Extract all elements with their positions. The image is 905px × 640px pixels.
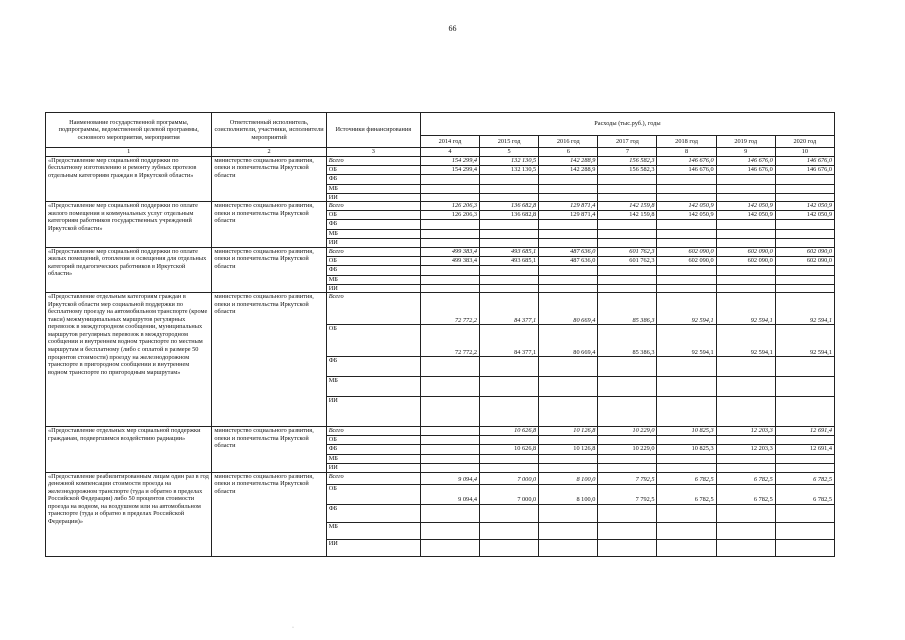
expense-value: 10 825,3 (657, 427, 716, 436)
expense-value: 602 090,0 (657, 247, 716, 256)
header-year: 2014 год (420, 136, 479, 148)
header-year: 2017 год (598, 136, 657, 148)
expense-value (420, 357, 479, 377)
expense-value (775, 220, 834, 230)
expense-value (657, 357, 716, 377)
funding-source: ИИ (326, 397, 420, 427)
expense-value: 156 582,3 (598, 165, 657, 174)
funding-source: ИИ (326, 464, 420, 473)
expense-value (598, 230, 657, 239)
expense-value: 602 090,0 (716, 247, 775, 256)
expense-value: 146 676,0 (716, 156, 775, 165)
expense-value: 136 682,8 (480, 211, 539, 220)
expense-value (539, 397, 598, 427)
expense-value (480, 397, 539, 427)
expense-value (598, 265, 657, 275)
funding-source: ФБ (326, 445, 420, 455)
expense-value: 126 206,3 (420, 211, 479, 220)
expense-value (420, 436, 479, 445)
expense-value: 493 685,1 (480, 256, 539, 265)
expense-value: 136 682,8 (480, 202, 539, 211)
expense-value (716, 464, 775, 473)
expense-value: 602 090,0 (657, 256, 716, 265)
expense-value: 72 772,2 (420, 293, 479, 325)
expense-value: 499 383,4 (420, 256, 479, 265)
expense-value (716, 239, 775, 248)
expense-value (716, 455, 775, 464)
expense-value: 493 685,1 (480, 247, 539, 256)
expense-value (480, 193, 539, 202)
expense-value: 142 050,9 (716, 202, 775, 211)
expense-value (480, 436, 539, 445)
expense-value (775, 230, 834, 239)
column-number: 1 (46, 148, 212, 157)
expense-value: 142 050,9 (657, 202, 716, 211)
expense-value: 601 762,3 (598, 247, 657, 256)
expense-value: 154 299,4 (420, 156, 479, 165)
expense-value (657, 284, 716, 293)
expense-value (598, 455, 657, 464)
expense-value: 6 782,5 (775, 484, 834, 504)
expense-value (657, 504, 716, 522)
expense-value: 6 782,5 (657, 472, 716, 484)
expense-value (420, 265, 479, 275)
header-year: 2016 год (539, 136, 598, 148)
expense-value: 10 126,8 (539, 445, 598, 455)
expense-value (480, 455, 539, 464)
funding-source: ФБ (326, 174, 420, 184)
expense-value: 146 676,0 (775, 156, 834, 165)
expense-value: 6 782,5 (775, 472, 834, 484)
expense-value: 72 772,2 (420, 325, 479, 357)
expense-value: 154 299,4 (420, 165, 479, 174)
expense-value (598, 522, 657, 539)
expense-value (480, 275, 539, 284)
expense-value: 10 626,8 (480, 427, 539, 436)
expense-value (420, 275, 479, 284)
funding-source: МБ (326, 275, 420, 284)
funding-source: ОБ (326, 211, 420, 220)
expense-value: 10 626,8 (480, 445, 539, 455)
expense-value (480, 220, 539, 230)
expense-value (598, 397, 657, 427)
expense-value (775, 265, 834, 275)
expense-value (657, 230, 716, 239)
expense-value (716, 193, 775, 202)
funding-source: Всего (326, 427, 420, 436)
expense-value: 10 126,8 (539, 427, 598, 436)
expense-value (775, 357, 834, 377)
expense-value (539, 522, 598, 539)
page-number: 66 (448, 24, 457, 33)
program-name: «Предоставление мер социальной поддержки по бесплатному изготовлению и ремонту зубных протезов отдельным категориям граждан в Иркутской области» (46, 156, 212, 202)
expense-value: 80 669,4 (539, 293, 598, 325)
expense-value (775, 436, 834, 445)
expense-value: 601 762,3 (598, 256, 657, 265)
expense-value (775, 184, 834, 193)
expense-value (598, 239, 657, 248)
funding-source: МБ (326, 230, 420, 239)
expense-value (657, 539, 716, 556)
header-expenses: Расходы (тыс.руб.), годы (420, 113, 834, 136)
expense-value (480, 184, 539, 193)
expense-value: 602 090,0 (716, 256, 775, 265)
expense-value: 602 090,0 (775, 256, 834, 265)
expense-value (480, 230, 539, 239)
expense-value (480, 265, 539, 275)
expense-value: 142 050,9 (775, 202, 834, 211)
funding-source: ИИ (326, 539, 420, 556)
header-source: Источники финансирования (326, 113, 420, 148)
expense-value: 7 792,5 (598, 484, 657, 504)
expense-value (598, 539, 657, 556)
expense-value (775, 377, 834, 397)
expense-value (716, 504, 775, 522)
expense-value: 9 094,4 (420, 484, 479, 504)
expense-value (657, 265, 716, 275)
expense-value (420, 193, 479, 202)
expense-value (775, 193, 834, 202)
expense-value (420, 239, 479, 248)
expense-value: 92 594,1 (775, 293, 834, 325)
expense-value (420, 464, 479, 473)
expense-value (775, 284, 834, 293)
table-row (46, 247, 835, 256)
expense-value: 10 229,0 (598, 445, 657, 455)
expense-value (716, 220, 775, 230)
expense-value: 12 691,4 (775, 427, 834, 436)
expense-value: 126 206,3 (420, 202, 479, 211)
column-number: 6 (539, 148, 598, 157)
expense-value: 146 676,0 (775, 165, 834, 174)
expense-value: 142 288,9 (539, 156, 598, 165)
expense-value (480, 174, 539, 184)
expense-value (539, 464, 598, 473)
expense-value: 9 094,4 (420, 472, 479, 484)
expense-value (420, 230, 479, 239)
expense-value: 142 050,9 (775, 211, 834, 220)
expense-value: 142 288,9 (539, 165, 598, 174)
table-row (46, 202, 835, 211)
expense-value (657, 174, 716, 184)
expense-value (716, 522, 775, 539)
expense-value (480, 539, 539, 556)
expense-value (598, 275, 657, 284)
column-number: 5 (480, 148, 539, 157)
expense-value: 6 782,5 (657, 484, 716, 504)
expense-value: 85 386,3 (598, 325, 657, 357)
expense-value (420, 284, 479, 293)
expense-value (716, 397, 775, 427)
expense-value: 146 676,0 (657, 165, 716, 174)
expense-value: 142 050,9 (716, 211, 775, 220)
expense-value (716, 539, 775, 556)
expense-value (539, 265, 598, 275)
expense-value: 7 000,0 (480, 484, 539, 504)
expense-value (539, 455, 598, 464)
expense-value: 12 203,3 (716, 427, 775, 436)
expense-value: 92 594,1 (775, 325, 834, 357)
expense-value (598, 220, 657, 230)
funding-source: Всего (326, 156, 420, 165)
expense-value (539, 275, 598, 284)
funding-source: МБ (326, 184, 420, 193)
funding-source: Всего (326, 202, 420, 211)
expense-value (420, 522, 479, 539)
table-row (46, 427, 835, 436)
funding-source: ИИ (326, 239, 420, 248)
expense-value (420, 445, 479, 455)
expense-value (420, 455, 479, 464)
expense-value: 129 871,4 (539, 211, 598, 220)
expense-value: 8 100,0 (539, 472, 598, 484)
expense-value (539, 230, 598, 239)
expense-value: 92 594,1 (657, 293, 716, 325)
expense-value: 92 594,1 (716, 293, 775, 325)
expense-value: 7 000,0 (480, 472, 539, 484)
expense-value (539, 184, 598, 193)
expense-value (775, 455, 834, 464)
expense-value (539, 436, 598, 445)
expense-value: 84 377,1 (480, 293, 539, 325)
expense-value (716, 184, 775, 193)
expense-value (420, 504, 479, 522)
expense-value (657, 184, 716, 193)
executor-name: министерство социального развития, опеки и попечительства Иркутской области (212, 202, 326, 248)
expense-value: 142 050,9 (657, 211, 716, 220)
executor-name: министерство социального развития, опеки и попечительства Иркутской области (212, 427, 326, 473)
expense-value (480, 522, 539, 539)
expense-value: 142 159,8 (598, 211, 657, 220)
funding-source: МБ (326, 377, 420, 397)
column-number: 8 (657, 148, 716, 157)
executor-name: министерство социального развития, опеки и попечительства Иркутской области (212, 156, 326, 202)
expense-value (775, 397, 834, 427)
expense-value: 132 130,5 (480, 156, 539, 165)
funding-source: МБ (326, 522, 420, 539)
expense-value (598, 193, 657, 202)
expense-value: 146 676,0 (716, 165, 775, 174)
expense-value (657, 522, 716, 539)
expense-value: 487 636,0 (539, 247, 598, 256)
column-number: 2 (212, 148, 326, 157)
expense-value: 12 691,4 (775, 445, 834, 455)
expense-value (539, 377, 598, 397)
expense-value: 10 229,0 (598, 427, 657, 436)
funding-source: Всего (326, 247, 420, 256)
funding-source: ОБ (326, 325, 420, 357)
expense-value (539, 357, 598, 377)
funding-source: ОБ (326, 484, 420, 504)
expense-value (420, 220, 479, 230)
expense-value (775, 174, 834, 184)
expense-value: 146 676,0 (657, 156, 716, 165)
expense-value (716, 357, 775, 377)
expense-value (598, 184, 657, 193)
column-number: 4 (420, 148, 479, 157)
expense-value (539, 239, 598, 248)
expense-value (657, 455, 716, 464)
executor-name: министерство социального развития, опеки и попечительства Иркутской области (212, 293, 326, 427)
funding-source: МБ (326, 455, 420, 464)
expense-value: 84 377,1 (480, 325, 539, 357)
column-number: 10 (775, 148, 834, 157)
expense-value (657, 377, 716, 397)
expense-value: 12 203,3 (716, 445, 775, 455)
expense-value: 487 636,0 (539, 256, 598, 265)
expense-value: 8 100,0 (539, 484, 598, 504)
expense-value (539, 539, 598, 556)
expense-value (420, 539, 479, 556)
expense-value (716, 230, 775, 239)
expense-value: 132 130,5 (480, 165, 539, 174)
funding-source: ФБ (326, 504, 420, 522)
expense-value: 7 792,5 (598, 472, 657, 484)
table-row (46, 472, 835, 484)
expense-value (775, 275, 834, 284)
expense-value (775, 539, 834, 556)
expense-value (716, 265, 775, 275)
expense-value (480, 504, 539, 522)
header-year: 2018 год (657, 136, 716, 148)
expense-value (598, 504, 657, 522)
expense-value (480, 357, 539, 377)
expense-value (420, 397, 479, 427)
funding-source: ИИ (326, 193, 420, 202)
program-name: «Предоставление отдельным категориям граждан в Иркутской области мер социальной поддержки по бесплатному проезду на автомобильном транспорте (кроме такси) межмуниципальных маршрутов регулярных перевозок в междугородном сообщении, муниципальных маршрутов регулярных перевозок в междугородном сообщении и внутреннем водном транспорте по местным маршрутам и бесплатному (либо с оплатой в размере 50 процентов стоимости) проезду на железнодорожном транспорте в пригородном сообщении и внутреннем водном транспорте по пригородным маршрутам» (46, 293, 212, 427)
funding-source: ОБ (326, 165, 420, 174)
expense-value (480, 284, 539, 293)
expense-value (539, 220, 598, 230)
expense-value (420, 377, 479, 397)
expense-value (598, 284, 657, 293)
header-year: 2019 год (716, 136, 775, 148)
expense-value (657, 193, 716, 202)
program-name: «Предоставление мер социальной поддержки по оплате жилого помещения и коммунальных услуг отдельным категориям работников государственных учреждений Иркутской области» (46, 202, 212, 248)
table-row (46, 293, 835, 325)
expense-value: 92 594,1 (657, 325, 716, 357)
expense-value: 80 669,4 (539, 325, 598, 357)
funding-source: Всего (326, 472, 420, 484)
expense-value (716, 436, 775, 445)
program-name: «Предоставление мер социальной поддержки по оплате жилых помещений, отопления и освещения для отдельных категорий педагогических работников в Иркутской области» (46, 247, 212, 293)
expense-value (775, 464, 834, 473)
funding-source: Всего (326, 293, 420, 325)
funding-source: ОБ (326, 436, 420, 445)
expense-value: 602 090,0 (775, 247, 834, 256)
expense-value: 142 159,8 (598, 202, 657, 211)
expense-value (539, 504, 598, 522)
executor-name: министерство социального развития, опеки и попечительства Иркутской области (212, 472, 326, 556)
expense-value: 129 871,4 (539, 202, 598, 211)
expense-value (420, 427, 479, 436)
expense-value (598, 464, 657, 473)
expense-value (657, 275, 716, 284)
expense-value (775, 504, 834, 522)
expense-value (539, 193, 598, 202)
expense-value (539, 284, 598, 293)
expense-value (539, 174, 598, 184)
header-year: 2015 год (480, 136, 539, 148)
expense-value (657, 220, 716, 230)
expense-value: 85 386,3 (598, 293, 657, 325)
expense-value (420, 184, 479, 193)
funding-source: ФБ (326, 220, 420, 230)
expense-value (716, 284, 775, 293)
expense-value (716, 377, 775, 397)
expense-value (480, 377, 539, 397)
executor-name: министерство социального развития, опеки и попечительства Иркутской области (212, 247, 326, 293)
funding-source: ИИ (326, 284, 420, 293)
expense-value (775, 522, 834, 539)
expense-value (657, 464, 716, 473)
column-number: 3 (326, 148, 420, 157)
budget-table (45, 112, 835, 557)
expense-value: 156 582,3 (598, 156, 657, 165)
expense-value (657, 436, 716, 445)
footer-mark: · (292, 625, 294, 631)
column-number: 9 (716, 148, 775, 157)
expense-value (598, 174, 657, 184)
expense-value (657, 397, 716, 427)
expense-value: 10 825,3 (657, 445, 716, 455)
expense-value: 499 383,4 (420, 247, 479, 256)
header-program: Наименование государственной программы, подпрограммы, ведомственной целевой программы, основного мероприятия, мероприятия (46, 113, 212, 148)
funding-source: ФБ (326, 357, 420, 377)
expense-value (480, 239, 539, 248)
funding-source: ОБ (326, 256, 420, 265)
program-name: «Предоставление отдельных мер социальной поддержки гражданам, подвергшимся воздействию радиации» (46, 427, 212, 473)
expense-value (598, 436, 657, 445)
expense-value (480, 464, 539, 473)
expense-value (657, 239, 716, 248)
expense-value (716, 275, 775, 284)
expense-value (420, 174, 479, 184)
program-name: «Предоставление реабилитированным лицам один раз в год денежной компенсации стоимости проезда на железнодорожном транспорте (туда и обратно в пределах Российской Федерации) либо 50 процентов стоимости проезда на водном, на воздушном или на автомобильном транспорте (туда и обратно в пределах Российской Федерации)» (46, 472, 212, 556)
header-year: 2020 год (775, 136, 834, 148)
column-number: 7 (598, 148, 657, 157)
table-row (46, 156, 835, 165)
expense-value (716, 174, 775, 184)
expense-value (775, 239, 834, 248)
expense-value: 92 594,1 (716, 325, 775, 357)
table-body (46, 156, 835, 556)
header-executor: Ответственный исполнитель, соисполнители, участники, исполнители мероприятий (212, 113, 326, 148)
expense-value (598, 357, 657, 377)
expense-value: 6 782,5 (716, 472, 775, 484)
funding-source: ФБ (326, 265, 420, 275)
expense-value: 6 782,5 (716, 484, 775, 504)
expense-value (598, 377, 657, 397)
